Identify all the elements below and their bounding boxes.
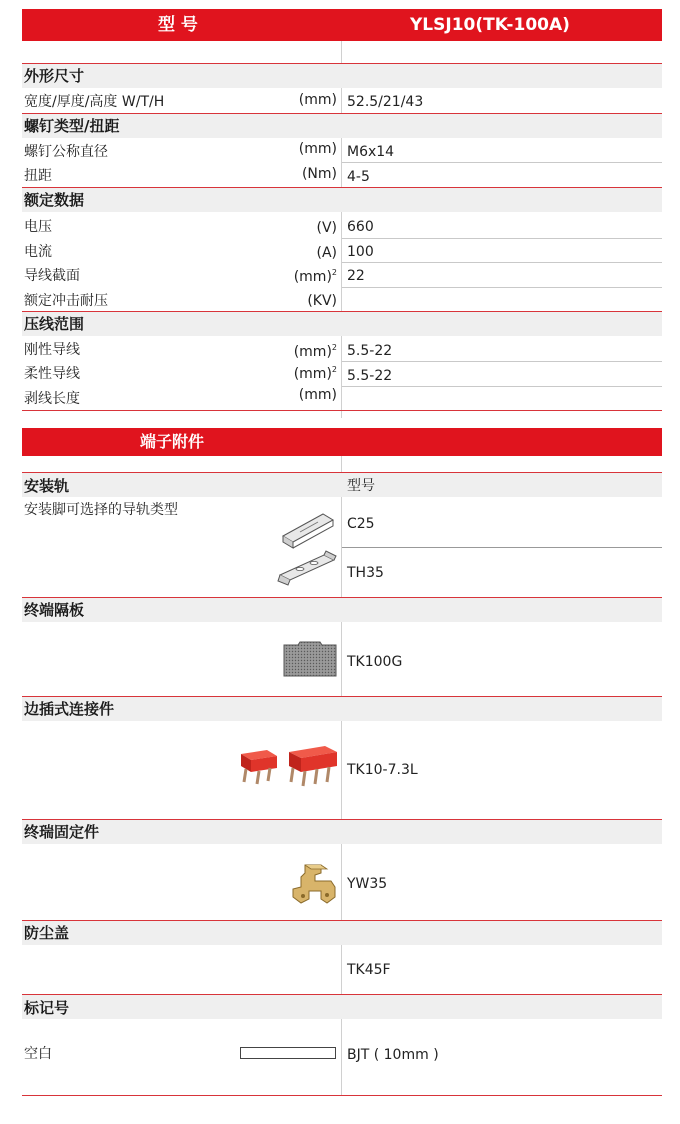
section-title: 压线范围	[24, 315, 85, 333]
spec-value: 100	[347, 244, 374, 260]
rail-item: C25	[347, 516, 375, 532]
section-rail	[22, 473, 662, 497]
section-end-clamp	[22, 820, 662, 844]
spec-unit: (mm)	[298, 387, 337, 403]
section-range	[22, 312, 662, 336]
spec-unit: (mm)$^2$	[293, 343, 337, 360]
spec-value: 5.5-22	[347, 343, 393, 359]
spec-value: 660	[347, 219, 374, 235]
jumper-icon	[285, 744, 341, 790]
spec-value: 5.5-22	[347, 368, 393, 384]
spec-value: 4-5	[347, 169, 370, 185]
cover-value: TK45F	[347, 962, 391, 978]
marker-label: 空白	[24, 1046, 52, 1062]
spec-unit: (KV)	[307, 293, 337, 309]
section-title: 边插式连接件	[24, 700, 115, 718]
spec-unit: (mm)$^2$	[293, 268, 337, 285]
accessories-title: 端子附件	[140, 432, 205, 451]
section-dims	[22, 64, 662, 88]
end-clamp-value: YW35	[347, 876, 388, 892]
th-rail-icon	[276, 553, 338, 587]
section-end-plate	[22, 598, 662, 622]
section-title: 螺钉类型/扭距	[24, 117, 120, 135]
c-rail-icon	[280, 512, 336, 550]
section-cover	[22, 921, 662, 945]
spec-label: 螺钉公称直径	[24, 144, 108, 160]
spec-label: 电压	[24, 219, 52, 235]
section-jumper	[22, 697, 662, 721]
spec-value: M6x14	[347, 144, 395, 160]
section-title: 终端隔板	[24, 601, 85, 619]
spec-label: 扭距	[24, 168, 52, 184]
section-title: 终瑞固定件	[24, 823, 100, 841]
spec-unit: (mm)	[298, 92, 337, 108]
section-title: 安装轨	[24, 477, 70, 495]
rail-col-label: 型号	[347, 478, 375, 494]
spec-label: 柔性导线	[24, 366, 80, 382]
model-label: 型 号	[158, 15, 198, 35]
spec-unit: (Nm)	[301, 166, 337, 182]
spec-label: 电流	[24, 244, 52, 260]
section-title: 外形尺寸	[24, 67, 85, 85]
end-plate-icon	[282, 641, 338, 677]
spec-unit: (mm)$^2$	[293, 365, 337, 382]
section-marker	[22, 995, 662, 1019]
marker-strip-icon	[240, 1047, 336, 1059]
spec-label: 导线截面	[24, 268, 80, 284]
spec-label: 剥线长度	[24, 391, 80, 407]
section-title: 额定数据	[24, 191, 85, 209]
marker-value: BJT ( 10mm )	[347, 1047, 439, 1063]
spec-unit: (A)	[316, 245, 337, 261]
spec-label: 额定冲击耐压	[24, 293, 108, 309]
spec-label: 宽度/厚度/高度 W/T/H	[24, 94, 165, 110]
spec-value: 52.5/21/43	[347, 94, 424, 110]
section-title: 防尘盖	[24, 924, 70, 942]
accessories-header-bar	[22, 428, 662, 456]
section-rated	[22, 188, 662, 212]
section-title: 标记号	[24, 999, 70, 1017]
spec-label: 刚性导线	[24, 342, 80, 358]
model-value: YLSJ10(TK-100A)	[410, 15, 570, 35]
spec-unit: (V)	[316, 220, 337, 236]
jumper-icon	[237, 748, 279, 788]
spec-value: 22	[347, 268, 365, 284]
jumper-value: TK10-7.3L	[347, 762, 418, 778]
rail-item: TH35	[347, 565, 384, 581]
end-plate-value: TK100G	[347, 654, 403, 670]
spec-unit: (mm)	[298, 141, 337, 157]
rail-description: 安装脚可选择的导轨类型	[24, 502, 178, 518]
end-clamp-icon	[291, 863, 337, 905]
